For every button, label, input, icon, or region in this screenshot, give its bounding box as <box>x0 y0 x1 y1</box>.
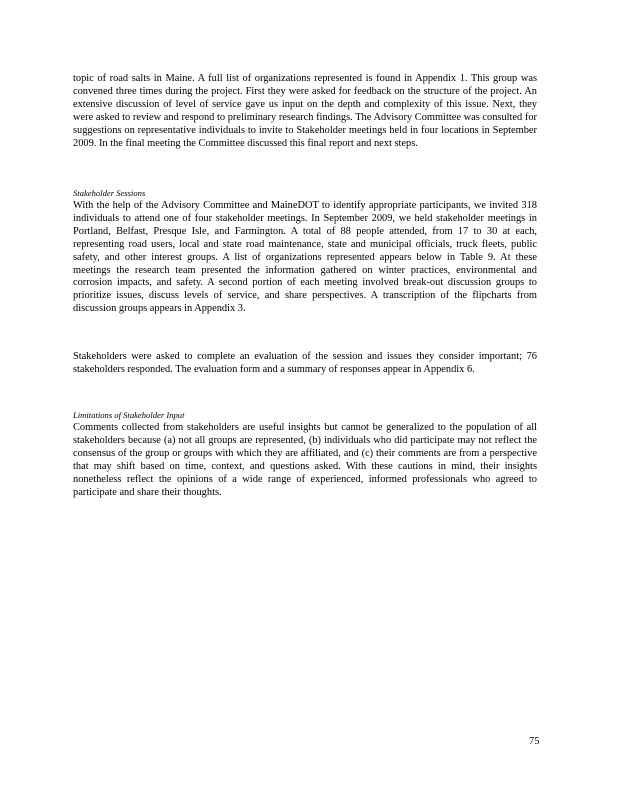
heading-stakeholder-sessions: Stakeholder Sessions <box>73 188 146 198</box>
paragraph-limitations: Comments collected from stakeholders are useful insights but cannot be generalized to the population of all stakeholders because (a) not all groups are represented, (b) individuals who did participate may not reflect the consensus of the group or groups with which they are affiliated, and (c) their comments are from a perspective that may shift based on time, context, and questions asked. With these cautions in mind, their insights nonetheless reflect the opinions of a wide range of experienced, informed professionals who agreed to participate and share their thoughts. <box>73 422 537 498</box>
paragraph-stakeholder-sessions: With the help of the Advisory Committee and MaineDOT to identify appropriate participants, we invited 318 individuals to attend one of four stakeholder meetings. In September 2009, we held stakeholder meetings in Portland, Belfast, Presque Isle, and Farmington. A total of 88 people attended, from 17 to 30 at each, representing road users, local and state road maintenance, state and municipal officials, truck fleets, public safety, and other interest groups. A list of organizations represented appears below in Table 9. At these meetings the research team presented the information gathered on winter practices, environmental and corrosion impacts, and safety. A second portion of each meeting involved break-out discussion groups to prioritize issues, discuss levels of service, and share perspectives. A transcription of the flipcharts from discussion groups appears in Appendix 3. <box>73 200 537 315</box>
page-number: 75 <box>529 736 540 747</box>
paragraph-advisory-committee: topic of road salts in Maine. A full list of organizations represented is found in Appendix 1. This group was convened three times during the project. First they were asked for feedback on the structure of the project. An extensive discussion of level of service gave us input on the depth and complexity of this issue. Next, they were asked to review and respond to preliminary research findings. The Advisory Committee was consulted for suggestions on representative individuals to invite to Stakeholder meetings held in four locations in September 2009. In the final meeting the Committee discussed this final report and next steps. <box>73 73 537 149</box>
heading-limitations: Limitations of Stakeholder Input <box>73 410 185 420</box>
paragraph-stakeholder-evaluation: Stakeholders were asked to complete an evaluation of the session and issues they consider important; 76 stakeholders responded. The evaluation form and a summary of responses appear in Appendix 6. <box>73 351 537 375</box>
